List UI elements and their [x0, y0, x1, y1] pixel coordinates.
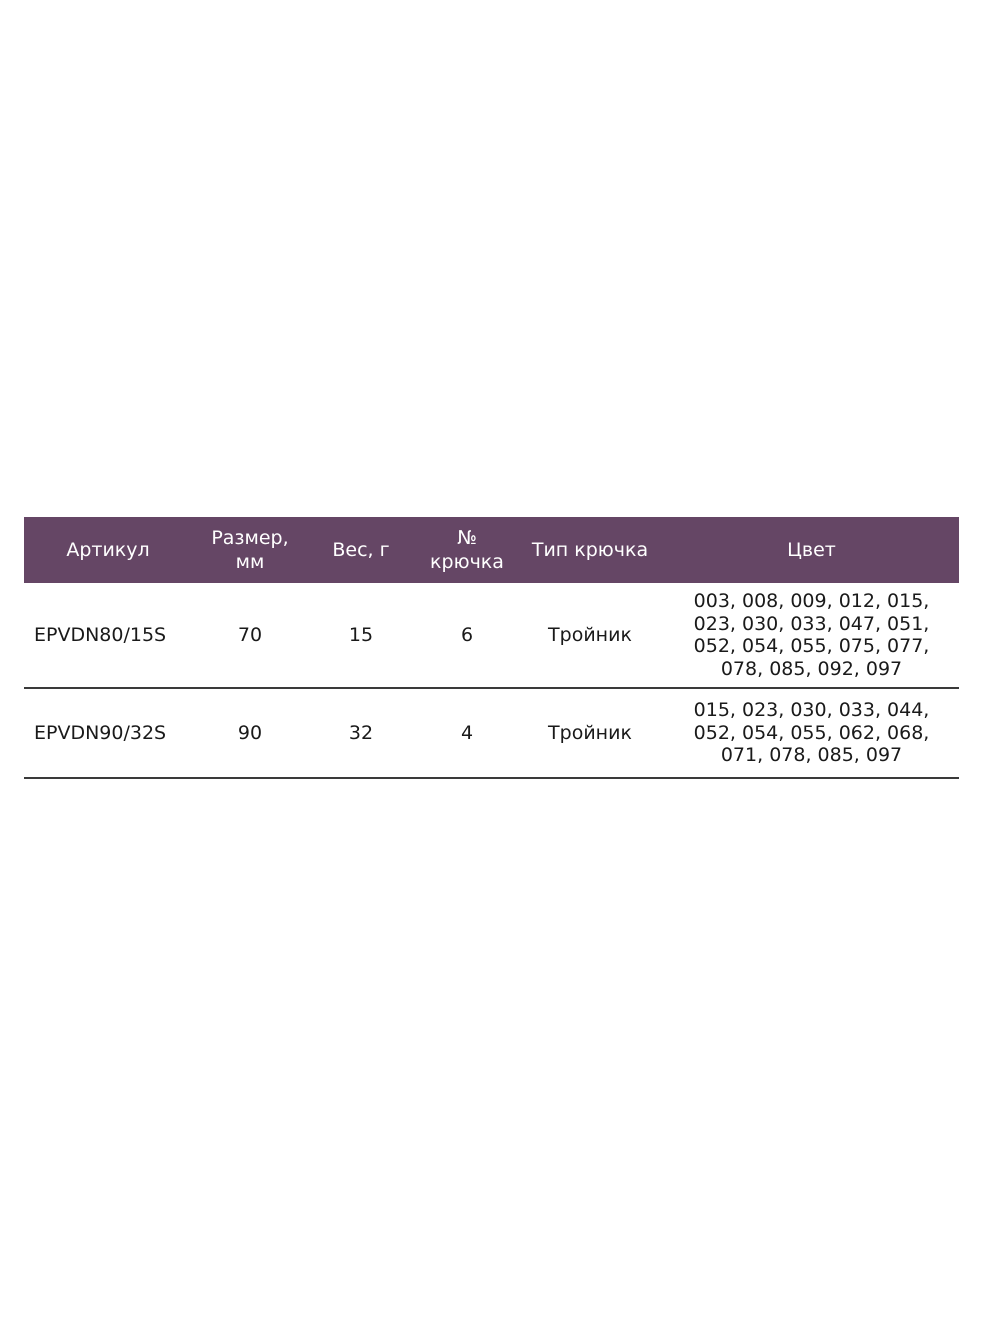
header-size: Размер, мм [196, 517, 304, 583]
cell-hook-number: 4 [418, 688, 516, 778]
cell-weight: 32 [304, 688, 418, 778]
table-header-row [24, 517, 959, 583]
cell-size: 90 [196, 688, 304, 778]
header-hook-type: Тип крючка [516, 517, 664, 583]
cell-article: EPVDN90/32S [24, 688, 196, 778]
table-row [24, 583, 959, 688]
product-spec-table [24, 517, 959, 779]
table-row [24, 688, 959, 778]
cell-hook-type: Тройник [516, 688, 664, 778]
cell-hook-number: 6 [418, 583, 516, 688]
cell-hook-type: Тройник [516, 583, 664, 688]
header-article: Артикул [24, 517, 196, 583]
cell-weight: 15 [304, 583, 418, 688]
cell-size: 70 [196, 583, 304, 688]
header-hook-number: № крючка [418, 517, 516, 583]
header-color: Цвет [664, 517, 959, 583]
header-weight: Вес, г [304, 517, 418, 583]
cell-colors: 015, 023, 030, 033, 044, 052, 054, 055, 062, 068, 071, 078, 085, 097 [664, 688, 959, 778]
cell-article: EPVDN80/15S [24, 583, 196, 688]
cell-colors: 003, 008, 009, 012, 015, 023, 030, 033, 047, 051, 052, 054, 055, 075, 077, 078, 085, 092, 097 [664, 583, 959, 688]
